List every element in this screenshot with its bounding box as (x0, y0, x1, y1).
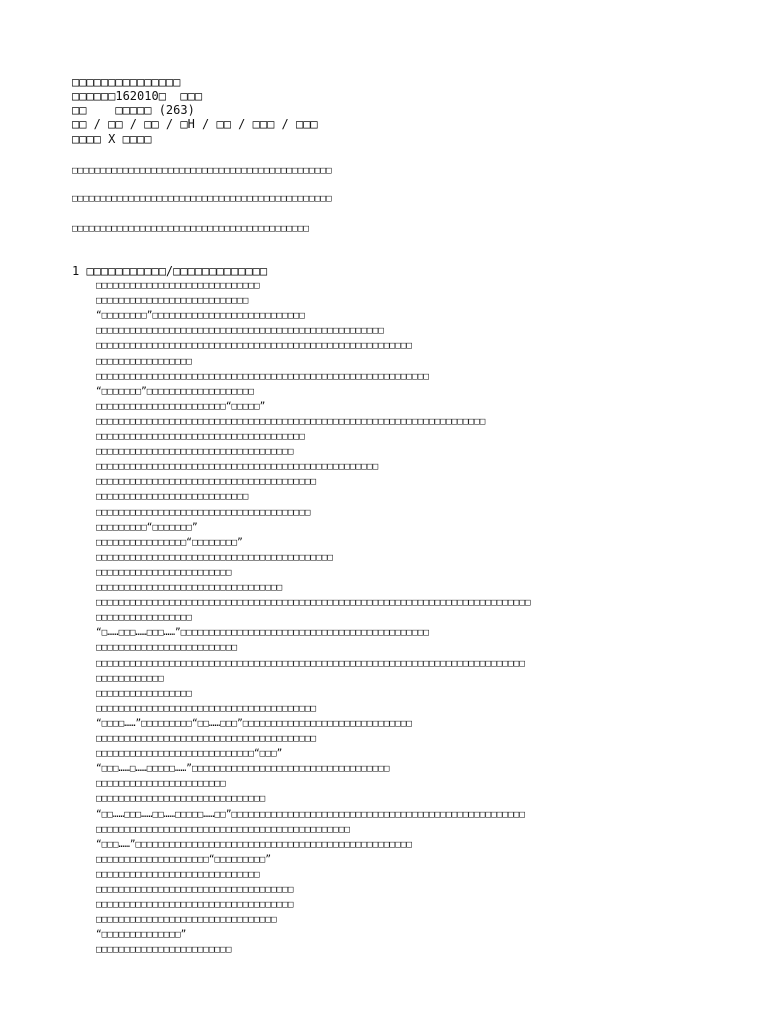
body-line: □□□□□□□□□□□□□□□□□□□□□□□□□ (96, 642, 238, 654)
body-line: “□□□□□□□”□□□□□□□□□□□□□□□□□□□ (96, 385, 255, 397)
body-line: □□□□□□□□□□□□□□□□□□□□□□□□□□□□□□□□□□□□□□□ (96, 702, 317, 714)
body-line: “□□……□□□……□□……□□□□□……□□”□□□□□□□□□□□□□□□□□□□□□□□□□□□□□□□□□□□□□□□□□□□□□□□□□□□□ (96, 808, 525, 820)
body-line: □□□□□□□□□“□□□□□□□” (96, 521, 198, 533)
body-line: □□□□□□□□□□□□□□□□□□□□□□□□□□□□□□□□□□□□□□□□□□□□□□□□□□□□□□□□□□□□□□□□□□□□□ (96, 415, 486, 427)
body-line: □□□□□□□□□□□□□□□□□□□□□□□□□□□□□□□□□□□□□□□□□□□□□ (96, 823, 350, 835)
header-line-1: □□□□□□□□□□□□□□□ (72, 75, 181, 89)
body-line: “□□□□□□□□□□□□□□” (96, 929, 187, 941)
body-line: □□□□□□□□□□□□□□□□□□□□□□□□□□□□□□□□□□□□□□□ (96, 476, 317, 488)
body-line: □□□□□□□□□□□□□□□□□□□□□□□□□□□□□□□□□□□□□□ (96, 506, 311, 518)
body-line: □□□□□□□□□□□□□□□□□□□□□□□ (96, 778, 226, 790)
body-line: □□□□□□□□□□□□□□□□□□□□□□□□□□□□□ (96, 868, 260, 880)
header-line-3: □□ □□□□□ (263) (72, 103, 195, 117)
body-line: “□□□……□……□□□□□……”□□□□□□□□□□□□□□□□□□□□□□□□□□□□□□□□□□□ (96, 763, 390, 775)
header-line-5: □□□□ X □□□□ (72, 132, 152, 146)
paragraph-1: □□□□□□□□□□□□□□□□□□□□□□□□□□□□□□□□□□□□□□□□□□□□□□ (72, 165, 332, 176)
body-line: □□□□□□□□□□□□□□□□□ (96, 612, 192, 624)
body-line: □□□□□□□□□□□□□□□□□□□□□□□□□□□□□□□□□□□ (96, 884, 294, 895)
body-line: □□□□□□□□□□□□□□□□□□□□□□□□□□□ (96, 295, 249, 307)
body-line: □□□□□□□□□□□□□□□□□□□□□□□□□□□□□□□□□□□ (96, 899, 294, 911)
body-line: □□□□□□□□□□□□□□□□□□□□□□□□□□□□□□□□□□□ (96, 446, 294, 458)
body-line: □□□□□□□□□□□□□□□□□□□□“□□□□□□□□□” (96, 853, 271, 865)
body-line: □□□□□□□□□□□□□□□□□□□□□□□□ (96, 566, 232, 578)
section-heading: 1 □□□□□□□□□□□/□□□□□□□□□□□□□ (72, 264, 268, 278)
header-line-4: □□ / □□ / □□ / □H / □□ / □□□ / □□□ (72, 117, 318, 131)
paragraph-2: □□□□□□□□□□□□□□□□□□□□□□□□□□□□□□□□□□□□□□□□□□□□□□ (72, 193, 332, 204)
body-line: □□□□□□□□□□□□□□□□□□□□□□□□□□□□□□□□□□□□□ (96, 431, 305, 442)
body-line: □□□□□□□□□□□□□□□□□□□□□□□□□□□ (96, 491, 249, 503)
body-line: □□□□□□□□□□□□□□□□□□□□□□□□□□□□“□□□” (96, 748, 283, 760)
body-line: □□□□□□□□□□□□□□□□□□□□□□□□ (96, 944, 232, 956)
body-line: □□□□□□□□□□□□□□□□□□□□□□□□□□□□□□ (96, 793, 266, 805)
body-line: □□□□□□□□□□□□□□□□□□□□□□□□□□□□□□□□□□□□□□□□□□□□□□□□□□□□□□□□□□□□□□□□□□□□□□□□□□□□ (96, 657, 525, 669)
header-line-2: □□□□□□162010□ □□□ (72, 89, 203, 103)
body-line: “□□□……”□□□□□□□□□□□□□□□□□□□□□□□□□□□□□□□□□□□□□□□□□□□□□□□□□ (96, 838, 413, 850)
body-line: □□□□□□□□□□□□□□□□□□□□□□□□□□□□□□□□□□□□□□□□□□□□□□□□□□□□□□□□□□□ (96, 370, 430, 382)
body-line: □□□□□□□□□□□□□□□□□ (96, 355, 192, 367)
body-line: □□□□□□□□□□□□□□□□□□□□□□□□□□□□□□□□□□□□□□□□□□□□□□□□□□□□□□□□ (96, 340, 413, 352)
body-line: □□□□□□□□□□□□ (96, 672, 164, 684)
body-line: □□□□□□□□□□□□□□□□□ (96, 687, 192, 699)
body-line: □□□□□□□□□□□□□□□□□□□□□□□□□□□□□□□□ (96, 914, 277, 926)
body-line: “□□□□□□□□”□□□□□□□□□□□□□□□□□□□□□□□□□□□ (96, 310, 305, 322)
body-line: □□□□□□□□□□□□□□□□□□□□□□□□□□□□□□□□□□□□□□□ (96, 733, 317, 744)
paragraph-3: □□□□□□□□□□□□□□□□□□□□□□□□□□□□□□□□□□□□□□□□□□ (72, 223, 310, 234)
body-line: “□□□□……”□□□□□□□□□“□□……□□□”□□□□□□□□□□□□□□□□□□□□□□□□□□□□□□ (96, 717, 413, 729)
body-line: □□□□□□□□□□□□□□□□□□□□□□□□□□□□□□□□□ (96, 582, 283, 593)
body-line: □□□□□□□□□□□□□□□□□□□□□□□“□□□□□” (96, 400, 266, 412)
body-line: □□□□□□□□□□□□□□□□“□□□□□□□□” (96, 536, 243, 548)
body-line: □□□□□□□□□□□□□□□□□□□□□□□□□□□□□□□□□□□□□□□□□□□□□□□□□□ (96, 461, 379, 473)
body-line: □□□□□□□□□□□□□□□□□□□□□□□□□□□□□□□□□□□□□□□□□□ (96, 551, 334, 563)
body-line: □□□□□□□□□□□□□□□□□□□□□□□□□□□□□□□□□□□□□□□□□□□□□□□□□□□ (96, 325, 384, 337)
body-line: □□□□□□□□□□□□□□□□□□□□□□□□□□□□□ (96, 280, 260, 291)
body-line: □□□□□□□□□□□□□□□□□□□□□□□□□□□□□□□□□□□□□□□□□□□□□□□□□□□□□□□□□□□□□□□□□□□□□□□□□□□□□ (96, 597, 531, 609)
body-line: “□……□□□……□□□……”□□□□□□□□□□□□□□□□□□□□□□□□□□□□□□□□□□□□□□□□□□□□ (96, 627, 430, 639)
